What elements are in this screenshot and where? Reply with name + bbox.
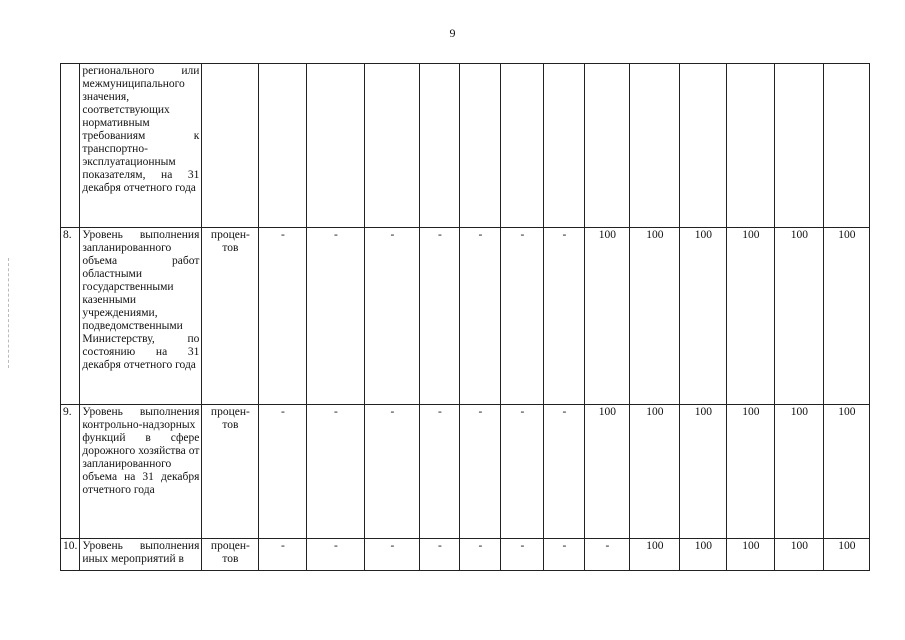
value-cell: 100: [680, 539, 727, 571]
value-cell: -: [259, 539, 307, 571]
table-row: [61, 64, 870, 228]
table-row: [61, 539, 870, 571]
value-cell: -: [420, 539, 460, 571]
value-cell: [585, 64, 630, 228]
value-cell: [630, 64, 680, 228]
value-cell: [365, 64, 420, 228]
value-cell: -: [460, 539, 501, 571]
value-cell: -: [460, 405, 501, 539]
value-cell: -: [501, 539, 544, 571]
indicators-table: [60, 63, 870, 571]
value-cell: 100: [585, 228, 630, 405]
value-cell: 100: [775, 405, 824, 539]
value-cell: [460, 64, 501, 228]
value-cell: 100: [727, 228, 775, 405]
value-cell: 100: [585, 405, 630, 539]
value-cell: -: [420, 228, 460, 405]
row-number: [61, 64, 80, 228]
value-cell: [259, 64, 307, 228]
value-cell: -: [544, 228, 585, 405]
value-cell: -: [501, 405, 544, 539]
value-cell: 100: [824, 405, 870, 539]
value-cell: -: [259, 405, 307, 539]
value-cell: 100: [775, 228, 824, 405]
value-cell: 100: [824, 539, 870, 571]
value-cell: -: [259, 228, 307, 405]
value-cell: [307, 64, 365, 228]
indicator-name: Уровень выполнения иных мероприятий в: [80, 539, 202, 571]
value-cell: 100: [727, 405, 775, 539]
value-cell: [727, 64, 775, 228]
indicator-name: Уровень выполнения контрольно-надзорных функций в сфере дорожного хозяйства от запланированного объема на 31 декабря отчетного года: [80, 405, 202, 539]
value-cell: 100: [727, 539, 775, 571]
value-cell: [680, 64, 727, 228]
unit-cell: процен-тов: [202, 539, 259, 571]
value-cell: 100: [630, 539, 680, 571]
indicator-name: регионального или межмуниципального значения, соответствующих нормативным требованиям к транспортно-эксплуатационным показателям, на 31 декабря отчетного года: [80, 64, 202, 228]
value-cell: 100: [680, 228, 727, 405]
value-cell: -: [460, 228, 501, 405]
row-number: 8.: [61, 228, 80, 405]
row-number: 9.: [61, 405, 80, 539]
value-cell: 100: [630, 228, 680, 405]
value-cell: -: [307, 405, 365, 539]
unit-cell: процен-тов: [202, 405, 259, 539]
value-cell: -: [365, 405, 420, 539]
value-cell: 100: [630, 405, 680, 539]
value-cell: [824, 64, 870, 228]
value-cell: -: [544, 539, 585, 571]
value-cell: 100: [680, 405, 727, 539]
indicator-name: Уровень выполнения запланированного объема работ областными государственными казенными учреждениями, подведомственными Министерству, по состоянию на 31 декабря отчетного года: [80, 228, 202, 405]
unit-cell: [202, 64, 259, 228]
value-cell: -: [307, 228, 365, 405]
value-cell: [501, 64, 544, 228]
row-number: 10.: [61, 539, 80, 571]
value-cell: -: [420, 405, 460, 539]
value-cell: -: [365, 228, 420, 405]
value-cell: [544, 64, 585, 228]
value-cell: 100: [775, 539, 824, 571]
table-row: [61, 228, 870, 405]
scan-margin-mark: [8, 258, 9, 368]
value-cell: -: [365, 539, 420, 571]
value-cell: -: [307, 539, 365, 571]
value-cell: -: [501, 228, 544, 405]
value-cell: 100: [824, 228, 870, 405]
value-cell: -: [544, 405, 585, 539]
unit-cell: процен-тов: [202, 228, 259, 405]
table-row: [61, 405, 870, 539]
value-cell: -: [585, 539, 630, 571]
page-number: 9: [449, 26, 456, 40]
value-cell: [775, 64, 824, 228]
value-cell: [420, 64, 460, 228]
